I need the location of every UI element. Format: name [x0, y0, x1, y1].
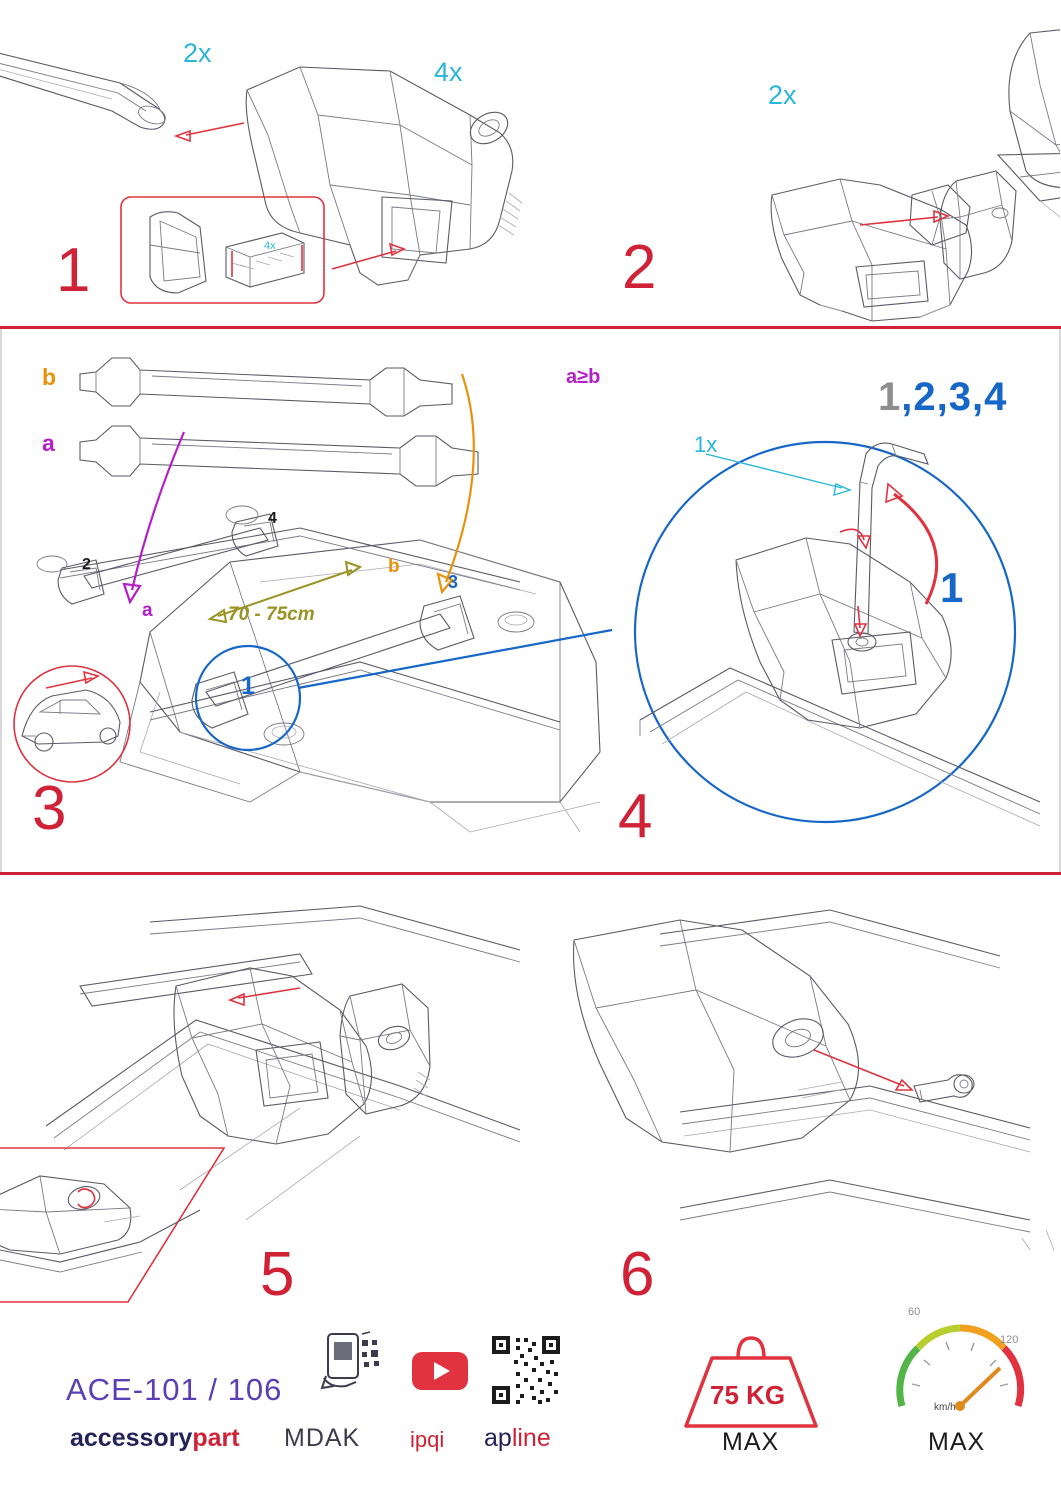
step-6-drawing	[530, 890, 1060, 1290]
bar-b-graphic	[80, 358, 452, 416]
speed-unit-label: km/h	[934, 1402, 956, 1413]
locked-detail-inset	[0, 1148, 224, 1302]
brand-apline-dark: ap	[484, 1424, 512, 1452]
weight-max-label: MAX	[722, 1428, 780, 1456]
step-number-6: 6	[620, 1240, 656, 1309]
rubber-pad-inset	[121, 197, 324, 303]
marker-4: 4	[268, 510, 277, 527]
quantity-2x-cap: 2x	[768, 80, 797, 110]
tighten-order-arrow	[886, 484, 937, 604]
marker-2: 2	[82, 556, 91, 573]
gauge-min-label: 60	[908, 1306, 921, 1318]
roof-rails-graphic	[60, 528, 560, 730]
bar-spacing-dimension: 70 - 75cm	[228, 604, 315, 625]
weight-value: 75 KG	[710, 1380, 786, 1410]
brand-ipqi: ipqi	[410, 1427, 445, 1452]
sequence-rest: 2,3,4	[913, 375, 1008, 419]
key-callout	[706, 454, 850, 495]
foot-with-lock-graphic	[998, 27, 1060, 217]
step-2-drawing	[520, 5, 1060, 325]
step-number-5: 5	[260, 1240, 296, 1309]
gauge-max-label: 120	[1000, 1334, 1019, 1346]
rubber-strip-graphic	[0, 51, 168, 129]
zoomed-rail-graphic	[640, 668, 1040, 826]
car-direction-inset	[14, 666, 130, 782]
weight-icon	[676, 1318, 826, 1438]
key-graphic	[914, 1075, 974, 1102]
bar-and-foot-graphic	[246, 67, 522, 285]
quantity-1x-key: 1x	[694, 432, 718, 457]
step-4-callout-1: 1	[940, 564, 964, 611]
zoomed-foot-graphic	[736, 443, 951, 728]
marker-3: 3	[448, 572, 459, 592]
arrow-label-b: b	[388, 556, 400, 577]
qr-phone-icon	[312, 1330, 392, 1410]
brand-accessory-dark: accessory	[70, 1424, 193, 1452]
brand-accessorypart	[70, 1424, 240, 1453]
arrow-label-a: a	[142, 600, 153, 621]
marker-1: 1	[241, 672, 255, 700]
roof-surface-5	[46, 906, 520, 1220]
step-3-drawing	[0, 332, 620, 872]
crossbar-5	[80, 954, 312, 1006]
step-number-2: 2	[622, 233, 658, 302]
rotate-icon	[840, 529, 870, 548]
bar-label-a: a	[42, 430, 55, 456]
brand-mdak: MDAK	[284, 1424, 361, 1452]
assembly-arrows	[176, 123, 404, 269]
step-number-3: 3	[32, 774, 68, 843]
model-code: ACE-101 / 106	[66, 1372, 283, 1407]
youtube-icon[interactable]	[410, 1348, 472, 1392]
quantity-2x-strip: 2x	[183, 38, 212, 68]
foot-assembly-lower	[771, 171, 1016, 321]
sequence-first: 1	[878, 375, 902, 419]
quantity-4x-pads: 4x	[264, 240, 276, 252]
qr-code-icon	[490, 1334, 562, 1406]
divider-2	[0, 872, 1061, 875]
brand-accessory-red: part	[192, 1424, 240, 1452]
brand-apline	[484, 1424, 551, 1453]
divider-1	[0, 326, 1061, 329]
comparison-label: a≥b	[566, 366, 601, 388]
tighten-sequence	[878, 375, 1007, 420]
speedometer-icon	[888, 1310, 1038, 1430]
sequence-comma: ,	[901, 375, 914, 419]
speed-max-label: MAX	[928, 1428, 986, 1456]
car-roof-graphic	[120, 540, 600, 832]
brand-apline-red: line	[511, 1424, 551, 1452]
quantity-4x-foot: 4x	[434, 57, 463, 87]
foot-cover-5	[174, 968, 430, 1144]
step-number-1: 1	[56, 236, 92, 305]
step-number-4: 4	[618, 782, 654, 851]
bar-a-graphic	[80, 426, 478, 486]
bar-label-b: b	[42, 364, 57, 390]
